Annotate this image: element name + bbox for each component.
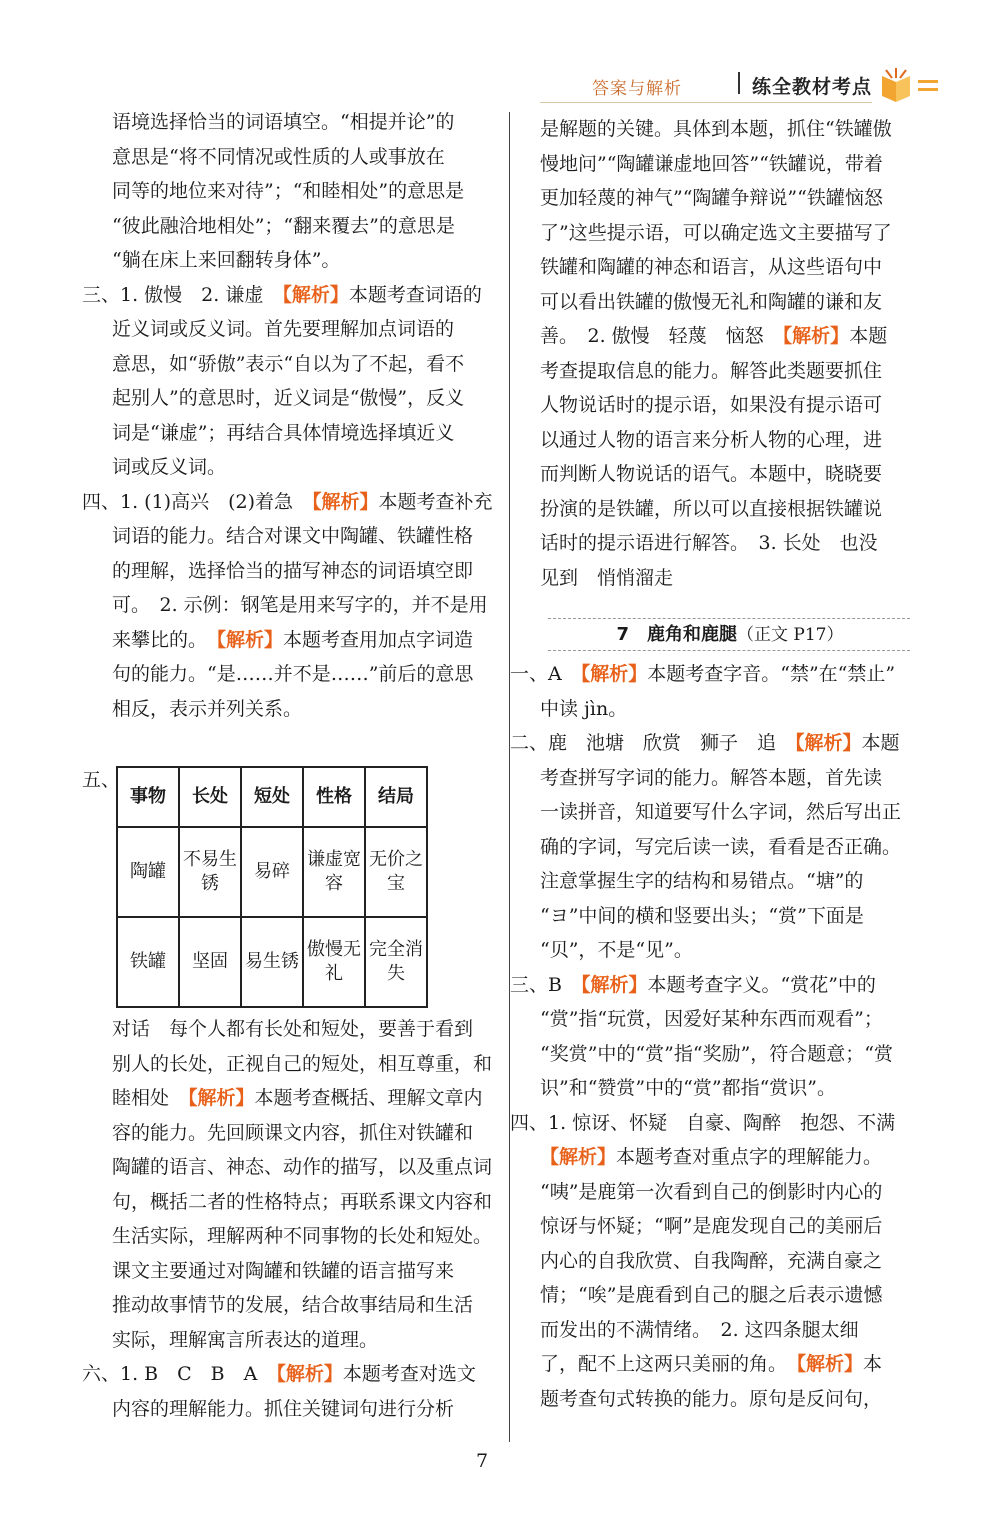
- section-question-2: 二、鹿 池塘 欣赏 狮子 追 【解析】本题: [510, 732, 900, 754]
- text-line: 词语的能力。结合对课文中陶罐、铁罐性格: [112, 525, 474, 547]
- table-cell: 不易生锈: [179, 827, 241, 917]
- section-rule-top: [548, 618, 910, 619]
- text-line: 意思是“将不同情况或性质的人或事放在: [112, 145, 445, 168]
- text-line: 是解题的关键。具体到本题，抓住“铁罐傲: [540, 118, 892, 140]
- right-column-lower: [510, 657, 910, 1416]
- text-line: 课文主要通过对陶罐和铁罐的语言描写来: [112, 1259, 455, 1282]
- text-line: 了”这些提示语，可以确定选文主要描写了: [540, 221, 892, 244]
- table-header: 性格: [303, 767, 365, 827]
- text-line: 见到 悄悄溜走: [540, 566, 674, 589]
- text-line: 推动故事情节的发展，结合故事结局和生活: [112, 1294, 474, 1316]
- text-line: 相反，表示并列关系。: [112, 697, 303, 720]
- table-header: 事物: [117, 767, 179, 827]
- analysis-tag: 【解析】: [795, 732, 862, 754]
- table-cell: 无价之宝: [365, 827, 427, 917]
- text-line: 而判断人物说话的语气。本题中，晓晓要: [540, 463, 883, 485]
- text-line: 可。 2. 示例：钢笔是用来写字的，并不是用: [112, 594, 488, 616]
- text-line: 别人的长处，正视自己的短处，相互尊重，和: [112, 1052, 493, 1075]
- table-header-row: [117, 767, 427, 827]
- table-row: [117, 827, 427, 917]
- text-line: 识”和“赞赏”中的“赏”都指“赏识”。: [540, 1077, 836, 1099]
- question-4: 四、1. (1)高兴 (2)着急 【解析】本题考查补充: [82, 490, 493, 513]
- left-column-lower: [82, 1012, 493, 1426]
- table-header: 短处: [241, 767, 303, 827]
- text-line: 铁罐和陶罐的神态和语言，从这些语句中: [540, 256, 883, 278]
- text-line: 语境选择恰当的词语填空。“相提并论”的: [112, 111, 455, 133]
- answers-label: 答案与解析: [592, 79, 682, 99]
- text-line: 中读 jìn。: [540, 697, 628, 720]
- analysis-tag: 【解析】: [312, 490, 379, 513]
- table-header: 结局: [365, 767, 427, 827]
- table-cell: 完全消失: [365, 917, 427, 1007]
- text-line: 确的字词，写完后读一读，看看是否正确。: [540, 835, 902, 858]
- text-line: 近义词或反义词。首先要理解加点词语的: [112, 318, 455, 340]
- text-line: “赏”指“玩赏，因爱好某种东西而观看”；: [540, 1008, 883, 1030]
- text-line: 扮演的是铁罐，所以可以直接根据铁罐说: [540, 497, 883, 520]
- table-row: [117, 917, 427, 1007]
- text-line: 考查拼写字词的能力。解答本题，首先读: [540, 766, 883, 789]
- text-line: 陶罐的语言、神态、动作的描写，以及重点词: [112, 1156, 493, 1178]
- analysis-tag: 【解析】: [580, 663, 648, 685]
- text-line: 对话 每个人都有长处和短处，要善于看到: [112, 1018, 474, 1040]
- text-line: 内心的自我欣赏、自我陶醉，充满自豪之: [540, 1249, 883, 1272]
- analysis-tag: 【解析】: [580, 973, 648, 996]
- text-line: 善。 2. 傲慢 轻蔑 恼怒 【解析】本题: [540, 325, 888, 347]
- text-line: 内容的理解能力。抓住关键词句进行分析: [112, 1397, 455, 1420]
- text-line: 词或反义词。: [112, 456, 227, 478]
- analysis-tag: 【解析】: [782, 325, 850, 347]
- text-line: 而发出的不满情绪。 2. 这四条腿太细: [540, 1318, 859, 1341]
- text-line: 可以看出铁罐的傲慢无礼和陶罐的谦和友: [540, 290, 883, 313]
- text-line: 话时的提示语进行解答。 3. 长处 也没: [540, 532, 878, 554]
- text-line: 【解析】本题考查对重点字的理解能力。: [540, 1146, 883, 1168]
- section-question-3: 三、B 【解析】本题考查字义。“赏花”中的: [510, 973, 876, 996]
- analysis-tag: 【解析】: [216, 628, 284, 651]
- header-separator: [738, 72, 740, 94]
- table-cell: 谦虚宽容: [303, 827, 365, 917]
- analysis-tag: 【解析】: [282, 283, 349, 306]
- table-header: 长处: [179, 767, 241, 827]
- table-cell: 铁罐: [117, 917, 179, 1007]
- text-line: 更加轻蔑的神气”“陶罐争辩说”“铁罐恼怒: [540, 187, 883, 209]
- text-line: 来攀比的。 【解析】本题考查用加点字词造: [112, 628, 474, 651]
- text-line: 同等的地位来对待”；“和睦相处”的意思是: [112, 180, 465, 202]
- table-cell: 易碎: [241, 827, 303, 917]
- text-line: 了，配不上这两只美丽的角。 【解析】本: [540, 1353, 883, 1375]
- text-line: “咦”是鹿第一次看到自己的倒影时内心的: [540, 1180, 883, 1203]
- text-line: 人物说话时的提示语，如果没有提示语可: [540, 394, 883, 416]
- text-line: 题考查句式转换的能力。原句是反问句，: [540, 1387, 883, 1410]
- text-line: 容的能力。先回顾课文内容，抓住对铁罐和: [112, 1121, 474, 1144]
- left-column: [82, 105, 493, 726]
- question-6: 六、1. B C B A 【解析】本题考查对选文: [82, 1363, 476, 1385]
- header-rule: [540, 102, 872, 103]
- text-line: “躺在床上来回翻转身体”。: [112, 249, 341, 271]
- book-icon: [878, 66, 940, 104]
- text-line: 睦相处 【解析】本题考查概括、理解文章内: [112, 1087, 483, 1109]
- table-cell: 易生锈: [241, 917, 303, 1007]
- text-line: “贝”，不是“见”。: [540, 939, 693, 961]
- page-header: [540, 66, 942, 106]
- section-rule-bottom: [548, 650, 910, 651]
- text-line: 以通过人物的语言来分析人物的心理，进: [540, 428, 883, 451]
- text-line: 意思，如“骄傲”表示“自以为了不起，看不: [112, 352, 465, 375]
- analysis-tag: 【解析】: [276, 1363, 343, 1385]
- question-3: 三、1. 傲慢 2. 谦虚 【解析】本题考查词语的: [82, 283, 482, 306]
- analysis-tag: 【解析】: [188, 1087, 255, 1109]
- text-line: “彼此融洽地相处”；“翻来覆去”的意思是: [112, 214, 455, 237]
- text-line: 实际，理解寓言所表达的道理。: [112, 1328, 379, 1351]
- table-cell: 傲慢无礼: [303, 917, 365, 1007]
- text-line: 起别人”的意思时，近义词是“傲慢”，反义: [112, 387, 465, 409]
- question-5-label: 五、: [82, 769, 121, 791]
- text-line: “奖赏”中的“赏”指“奖励”，符合题意；“赏: [540, 1042, 893, 1065]
- text-line: 注意掌握生字的结构和易错点。“塘”的: [540, 870, 864, 892]
- text-line: 生活实际，理解两种不同事物的长处和短处。: [112, 1225, 493, 1247]
- text-line: 句，概括二者的性格特点；再联系课文内容和: [112, 1190, 493, 1213]
- analysis-tag: 【解析】: [796, 1353, 864, 1375]
- text-line: 考查提取信息的能力。解答此类题要抓住: [540, 359, 883, 382]
- brand-title: 练全教材考点: [752, 76, 873, 98]
- text-line: 一读拼音，知道要写什么字词，然后写出正: [540, 801, 902, 823]
- table-cell: 坚固: [179, 917, 241, 1007]
- right-column: [540, 112, 912, 595]
- page-number: 7: [476, 1450, 489, 1472]
- comparison-table: [116, 766, 428, 1008]
- text-line: 惊讶与怀疑；“啊”是鹿发现自己的美丽后: [540, 1215, 883, 1237]
- text-line: 慢地问”“陶罐谦虚地回答”“铁罐说，带着: [540, 152, 883, 175]
- text-line: 句的能力。“是……并不是……”前后的意思: [112, 663, 474, 685]
- table-cell: 陶罐: [117, 827, 179, 917]
- section-question-4: 四、1. 惊讶、怀疑 自豪、陶醉 抱怨、不满: [510, 1111, 896, 1134]
- text-line: “ヨ”中间的横和竖要出头；“赏”下面是: [540, 904, 864, 927]
- text-line: 词是“谦虚”；再结合具体情境选择填近义: [112, 421, 455, 444]
- text-line: 的理解，选择恰当的描写神态的词语填空即: [112, 559, 474, 582]
- analysis-tag: 【解析】: [540, 1146, 617, 1168]
- section-title: 7 鹿角和鹿腿（正文 P17）: [616, 624, 844, 645]
- text-line: 情；“唉”是鹿看到自己的腿之后表示遗憾: [540, 1284, 883, 1306]
- section-citation: （正文 P17）: [737, 625, 844, 645]
- section-question-1: 一、A 【解析】本题考查字音。“禁”在“禁止”: [510, 663, 896, 685]
